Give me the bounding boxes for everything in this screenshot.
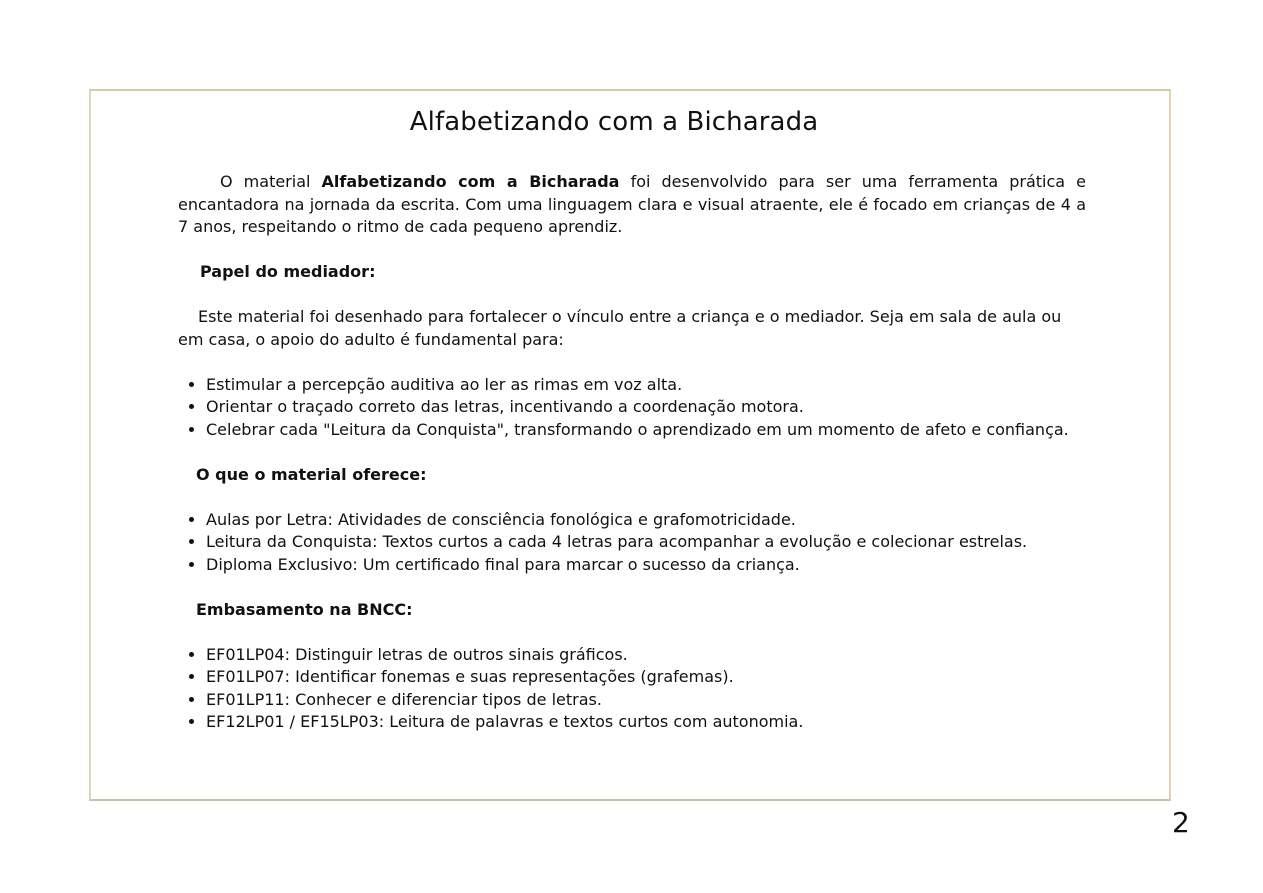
intro-lead: O material xyxy=(220,172,322,191)
offer-list xyxy=(178,509,1086,577)
list-item: • EF12LP01 / EF15LP03: Leitura de palavras e textos curtos com autonomia. xyxy=(206,711,1086,734)
intro-bold-title: Alfabetizando com a Bicharada xyxy=(321,172,620,191)
list-item: • Orientar o traçado correto das letras, incentivando a coordenação motora. xyxy=(206,396,1086,419)
list-item: • EF01LP07: Identificar fonemas e suas representações (grafemas). xyxy=(206,666,1086,689)
intro-rest: foi desenvolvido para ser uma ferramenta prática e encantadora na jornada da escrita. Com uma linguagem clara e visual atraente, ele é focado em crianças de 4 a 7 anos, respeitando o ritmo de cada pequeno aprendiz. xyxy=(178,172,1087,236)
list-item: • Celebrar cada "Leitura da Conquista", transformando o aprendizado em um momento de afeto e confiança. xyxy=(206,419,1086,442)
mediator-paragraph: Este material foi desenhado para fortalecer o vínculo entre a criança e o mediador. Seja em sala de aula ou em casa, o apoio do adulto é fundamental para: xyxy=(178,307,1062,349)
list-item: • Aulas por Letra: Atividades de consciência fonológica e grafomotricidade. xyxy=(206,509,1086,532)
list-item: • EF01LP04: Distinguir letras de outros sinais gráficos. xyxy=(206,644,1086,667)
page-title: Alfabetizando com a Bicharada xyxy=(409,107,819,137)
offer-heading: O que o material oferece: xyxy=(196,464,427,484)
list-item: • Diploma Exclusivo: Um certificado final para marcar o sucesso da criança. xyxy=(206,554,1086,577)
document-body xyxy=(178,171,1086,734)
bncc-heading: Embasamento na BNCC: xyxy=(196,599,413,619)
list-item: • Estimular a percepção auditiva ao ler as rimas em voz alta. xyxy=(206,374,1086,397)
mediator-list xyxy=(178,374,1086,442)
list-item: • Leitura da Conquista: Textos curtos a cada 4 letras para acompanhar a evolução e colecionar estrelas. xyxy=(206,531,1086,554)
page-number: 2 xyxy=(1172,806,1190,839)
mediator-heading: Papel do mediador: xyxy=(200,262,376,281)
bncc-list xyxy=(178,644,1086,734)
list-item: • EF01LP11: Conhecer e diferenciar tipos de letras. xyxy=(206,689,1086,712)
intro-paragraph xyxy=(178,171,1086,239)
